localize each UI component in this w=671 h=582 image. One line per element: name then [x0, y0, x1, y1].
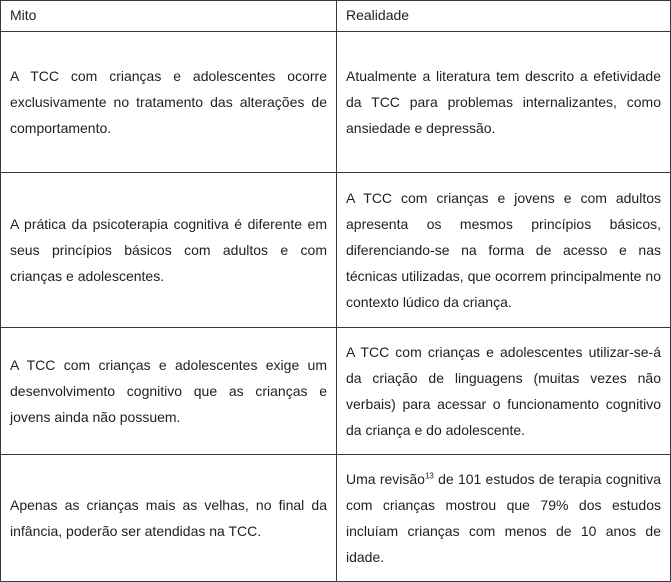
table-header-row [1, 1, 671, 32]
mito-cell: A TCC com crianças e adolescentes exige um desenvolvimento cognitivo que as crianças e jovens ainda não possuem. [1, 328, 337, 455]
mito-cell: A TCC com crianças e adolescentes ocorre exclusivamente no tratamento das alterações de comportamento. [1, 32, 337, 173]
mito-cell: A prática da psicoterapia cognitiva é diferente em seus princípios básicos com adultos e com crianças e adolescentes. [1, 173, 337, 328]
realidade-cell: A TCC com crianças e jovens e com adultos apresenta os mesmos princípios básicos, diferenciando-se na forma de acesso e nas técnicas utilizadas, que ocorrem principalmente no contexto lúdico da criança. [337, 173, 671, 328]
mito-cell: Apenas as crianças mais as velhas, no final da infância, poderão ser atendidas na TCC. [1, 455, 337, 582]
table-row [1, 32, 671, 173]
realidade-text-start: Uma revisão [346, 471, 425, 487]
reference-superscript: 13 [424, 471, 434, 481]
realidade-cell: A TCC com crianças e adolescentes utilizar-se-á da criação de linguagens (muitas vezes não verbais) para acessar o funcionamento cognitivo da criança e do adolescente. [337, 328, 671, 455]
table-row [1, 455, 671, 582]
header-mito: Mito [1, 1, 337, 32]
table-row [1, 173, 671, 328]
table-row [1, 328, 671, 455]
header-realidade: Realidade [337, 1, 671, 32]
realidade-cell: Atualmente a literatura tem descrito a efetividade da TCC para problemas internalizantes, como ansiedade e depressão. [337, 32, 671, 173]
realidade-cell [337, 455, 671, 582]
realidade-text-end: de 101 estudos de terapia cognitiva com crianças mostrou que 79% dos estudos incluíam crianças com menos de 10 anos de idade. [346, 471, 661, 565]
